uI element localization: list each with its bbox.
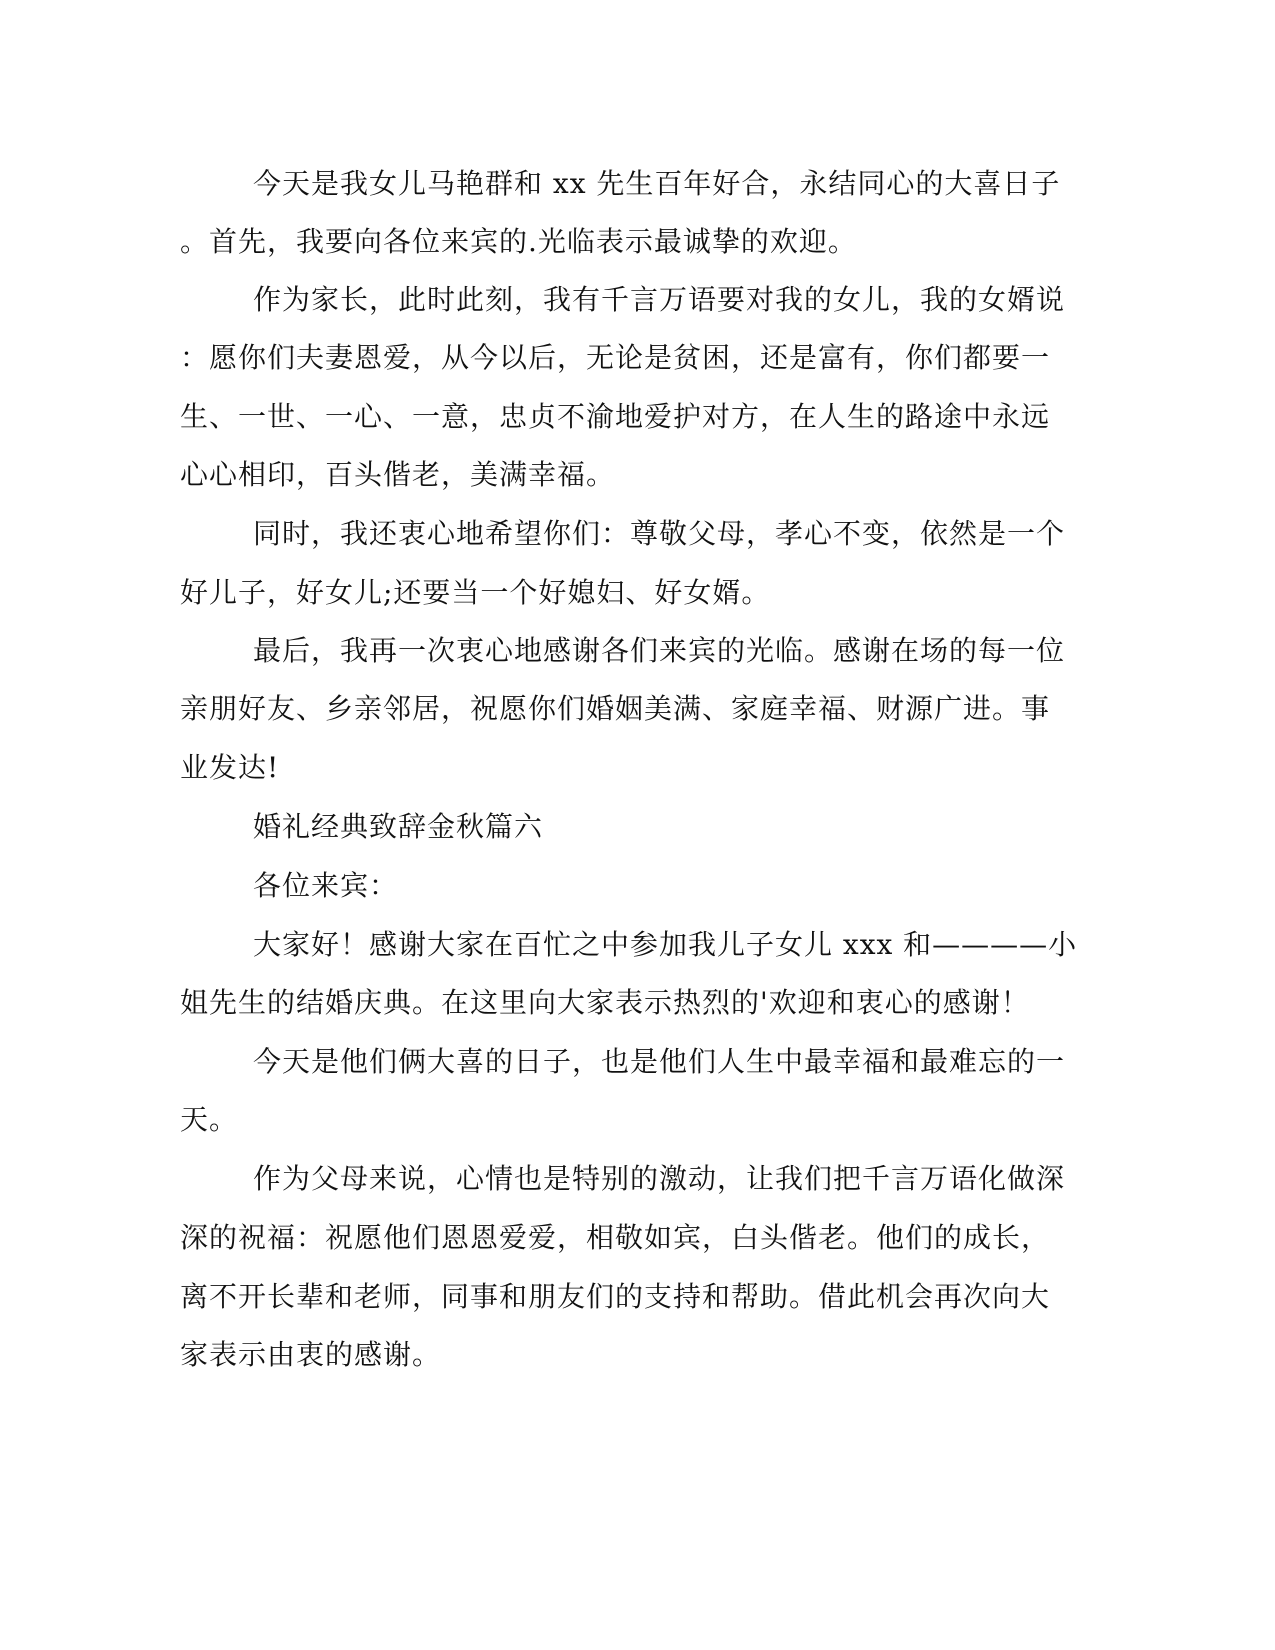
section-heading: 婚礼经典致辞金秋篇六	[253, 810, 544, 843]
text-line: 今天是他们俩大喜的日子，也是他们人生中最幸福和最难忘的一	[253, 1045, 1066, 1078]
text-line: 作为家长，此时此刻，我有千言万语要对我的女儿，我的女婿说	[253, 283, 1066, 316]
text-line: 。首先，我要向各位来宾的.光临表示最诚挚的欢迎。	[180, 225, 857, 258]
text-line: 作为父母来说，心情也是特别的激动，让我们把千言万语化做深	[253, 1162, 1066, 1195]
text-line: 今天是我女儿马艳群和 xx 先生百年好合，永结同心的大喜日子	[253, 167, 1061, 200]
text-line: 天。	[180, 1103, 239, 1136]
text-line: 大家好！感谢大家在百忙之中参加我儿子女儿 xxx 和————小	[253, 928, 1078, 961]
text-line: 生、一世、一心、一意，忠贞不渝地爱护对方，在人生的路途中永远	[180, 400, 1051, 433]
text-line: 姐先生的结婚庆典。在这里向大家表示热烈的'欢迎和衷心的感谢！	[180, 986, 1030, 1019]
text-line: 同时，我还衷心地希望你们：尊敬父母，孝心不变，依然是一个	[253, 517, 1066, 550]
text-line: 最后，我再一次衷心地感谢各们来宾的光临。感谢在场的每一位	[253, 634, 1066, 667]
text-line: ：愿你们夫妻恩爱，从今以后，无论是贫困，还是富有，你们都要一	[180, 341, 1051, 374]
text-line: 心心相印，百头偕老，美满幸福。	[180, 458, 616, 491]
text-line: 家表示由衷的感谢。	[180, 1338, 442, 1371]
text-line: 好儿子，好女儿;还要当一个好媳妇、好女婿。	[180, 576, 771, 609]
text-line: 业发达!	[180, 751, 280, 784]
text-line: 深的祝福：祝愿他们恩恩爱爱，相敬如宾，白头偕老。他们的成长，	[180, 1221, 1051, 1254]
salutation: 各位来宾：	[253, 869, 399, 902]
text-line: 亲朋好友、乡亲邻居，祝愿你们婚姻美满、家庭幸福、财源广进。事	[180, 692, 1051, 725]
text-line: 离不开长辈和老师，同事和朋友们的支持和帮助。借此机会再次向大	[180, 1280, 1051, 1313]
